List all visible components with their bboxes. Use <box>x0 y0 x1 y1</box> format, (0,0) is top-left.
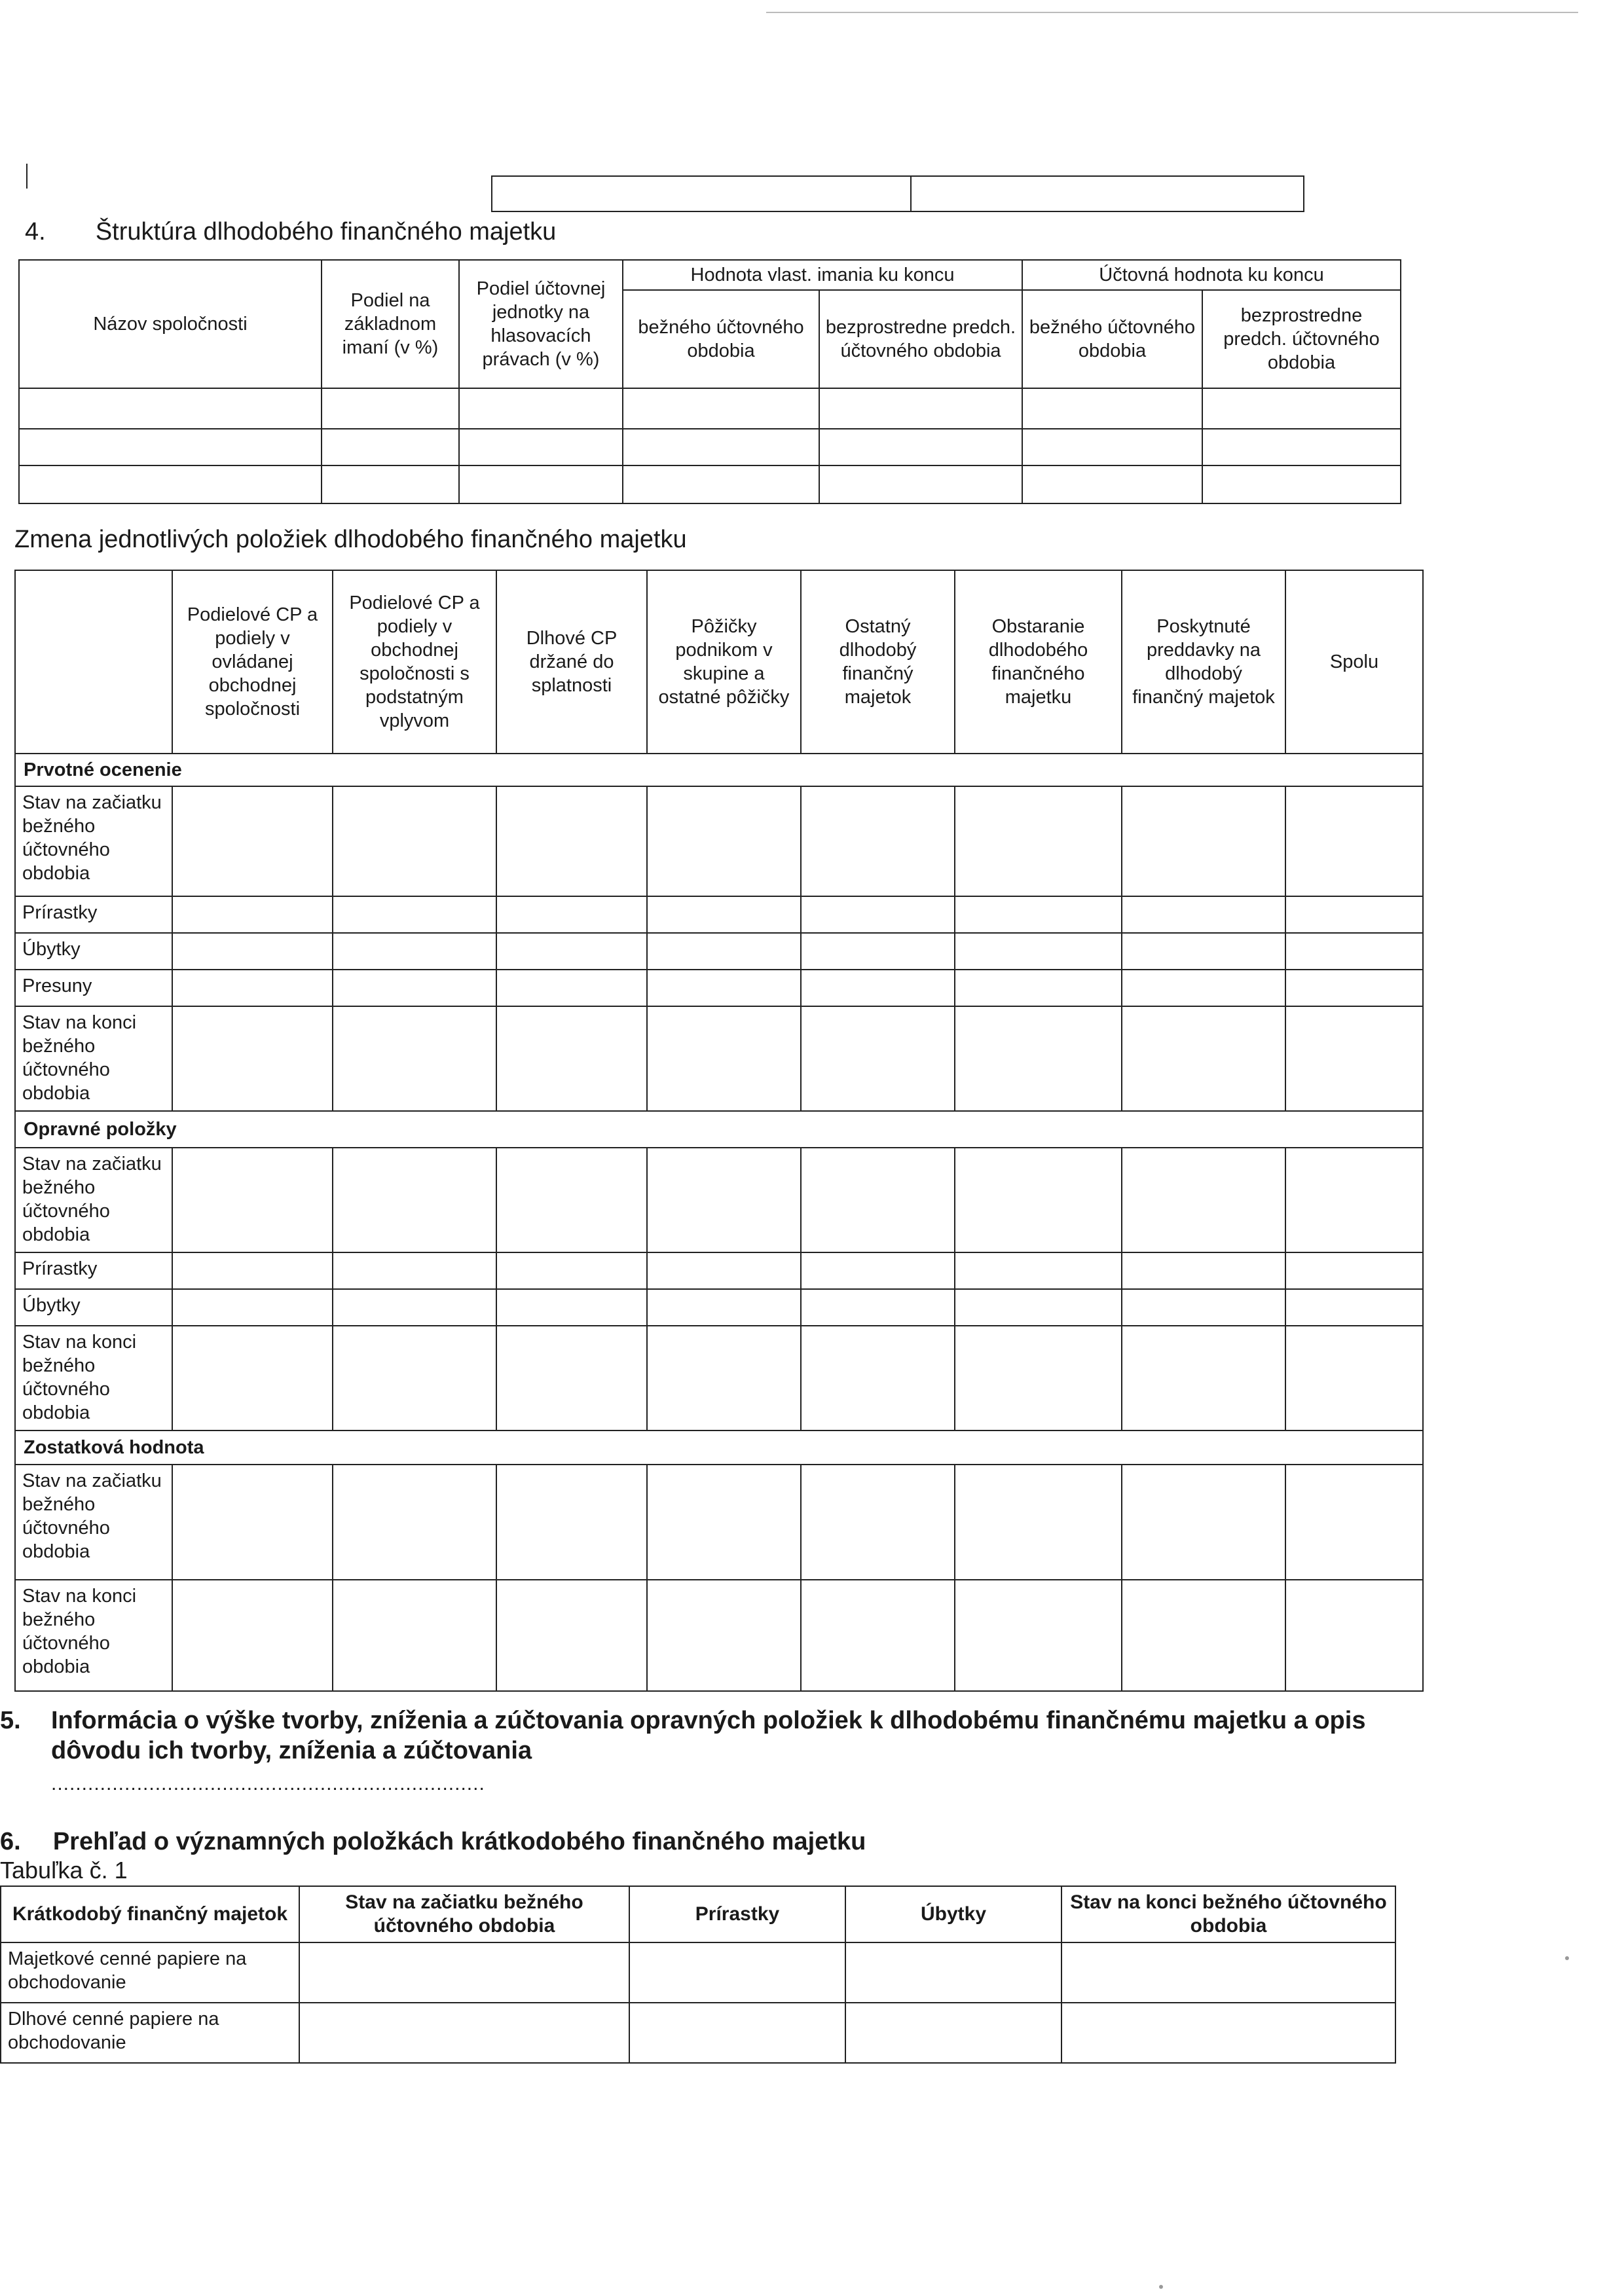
structure-table <box>18 259 1401 504</box>
book-previous-period: bezprostredne predch. účtovného obdobia <box>1202 290 1401 388</box>
row-label: Stav na konci bežného účtovného obdobia <box>15 1580 172 1691</box>
section5-heading <box>0 1705 1401 1766</box>
col-reductions: Úbytky <box>845 1886 1061 1942</box>
book-current-period: bežného účtovného obdobia <box>1022 290 1202 388</box>
row-label: Stav na konci bežného účtovného obdobia <box>15 1006 172 1111</box>
section4-number: 4. <box>25 218 46 246</box>
col-debt-securities: Dlhové CP držané do splatnosti <box>496 570 647 754</box>
group-equity-value: Hodnota vlast. imania ku koncu <box>623 260 1022 290</box>
section6-heading <box>0 1827 866 1857</box>
table-row <box>19 465 1401 503</box>
previous-table-remnant <box>26 164 1303 212</box>
table-row <box>19 388 1401 429</box>
col-controlled-company: Podielové CP a podiely v ovládanej obchodnej spoločnosti <box>172 570 333 754</box>
col-share-votes: Podiel účtovnej jednotky na hlasovacích právach (v %) <box>459 260 623 388</box>
col-loans: Pôžičky podnikom v skupine a ostatné pôžičky <box>647 570 801 754</box>
col-advances: Poskytnuté preddavky na dlhodobý finančný majetok <box>1122 570 1285 754</box>
short-term-assets-table <box>0 1886 1396 2064</box>
col-total: Spolu <box>1285 570 1423 754</box>
changes-table <box>14 570 1424 1692</box>
table-row <box>1 1942 1395 2003</box>
col-company-name: Názov spoločnosti <box>19 260 322 388</box>
table-row <box>1 2003 1395 2063</box>
col-significant-influence: Podielové CP a podiely v obchodnej spoločnosti s podstatným vplyvom <box>333 570 496 754</box>
row-label: Prírastky <box>15 1252 172 1289</box>
section-residual-value: Zostatková hodnota <box>15 1430 1423 1465</box>
col-acquisition: Obstaranie dlhodobého finančného majetku <box>955 570 1122 754</box>
col-end-state: Stav na konci bežného účtovného obdobia <box>1061 1886 1395 1942</box>
section5-dots: ....................................................................... <box>51 1773 485 1795</box>
row-label: Stav na začiatku bežného účtovného obdobia <box>15 786 172 896</box>
row-equity-securities: Majetkové cenné papiere na obchodovanie <box>1 1942 299 2003</box>
changes-title: Zmena jednotlivých položiek dlhodobého finančného majetku <box>14 526 687 553</box>
section5-number: 5. <box>0 1707 21 1734</box>
row-label: Stav na začiatku bežného účtovného obdobia <box>15 1465 172 1580</box>
section4-heading <box>25 218 556 246</box>
col-start-state: Stav na začiatku bežného účtovného obdobia <box>299 1886 629 1942</box>
row-label: Stav na konci bežného účtovného obdobia <box>15 1326 172 1430</box>
section5-title: Informácia o výške tvorby, zníženia a zúčtovania opravných položiek k dlhodobému finančnému majetku a opis dôvodu ich tvorby, zníženia a zúčtovania <box>51 1707 1366 1764</box>
table-label: Tabuľka č. 1 <box>0 1857 128 1884</box>
col-short-term-asset: Krátkodobý finančný majetok <box>1 1886 299 1942</box>
scan-speck <box>1565 1956 1569 1960</box>
section6-title: Prehľad o významných položkách krátkodobého finančného majetku <box>52 1828 866 1855</box>
section-allowances: Opravné položky <box>15 1111 1423 1148</box>
row-label: Presuny <box>15 970 172 1006</box>
equity-previous-period: bezprostredne predch. účtovného obdobia <box>819 290 1022 388</box>
row-debt-securities: Dlhové cenné papiere na obchodovanie <box>1 2003 299 2063</box>
row-label: Prírastky <box>15 896 172 933</box>
group-book-value: Účtovná hodnota ku koncu <box>1022 260 1401 290</box>
section-initial-valuation: Prvotné ocenenie <box>15 754 1423 786</box>
col-other-assets: Ostatný dlhodobý finančný majetok <box>801 570 955 754</box>
row-label: Úbytky <box>15 933 172 970</box>
scan-top-line <box>766 12 1578 13</box>
section6-number: 6. <box>0 1828 21 1855</box>
row-label: Úbytky <box>15 1289 172 1326</box>
corner-cell <box>15 570 172 754</box>
section4-title: Štruktúra dlhodobého finančného majetku <box>95 218 557 246</box>
table-row <box>19 429 1401 465</box>
row-label: Stav na začiatku bežného účtovného obdobia <box>15 1148 172 1252</box>
scan-speck <box>1159 2285 1163 2289</box>
col-additions: Prírastky <box>629 1886 845 1942</box>
equity-current-period: bežného účtovného obdobia <box>623 290 819 388</box>
col-share-capital: Podiel na základnom imaní (v %) <box>322 260 459 388</box>
